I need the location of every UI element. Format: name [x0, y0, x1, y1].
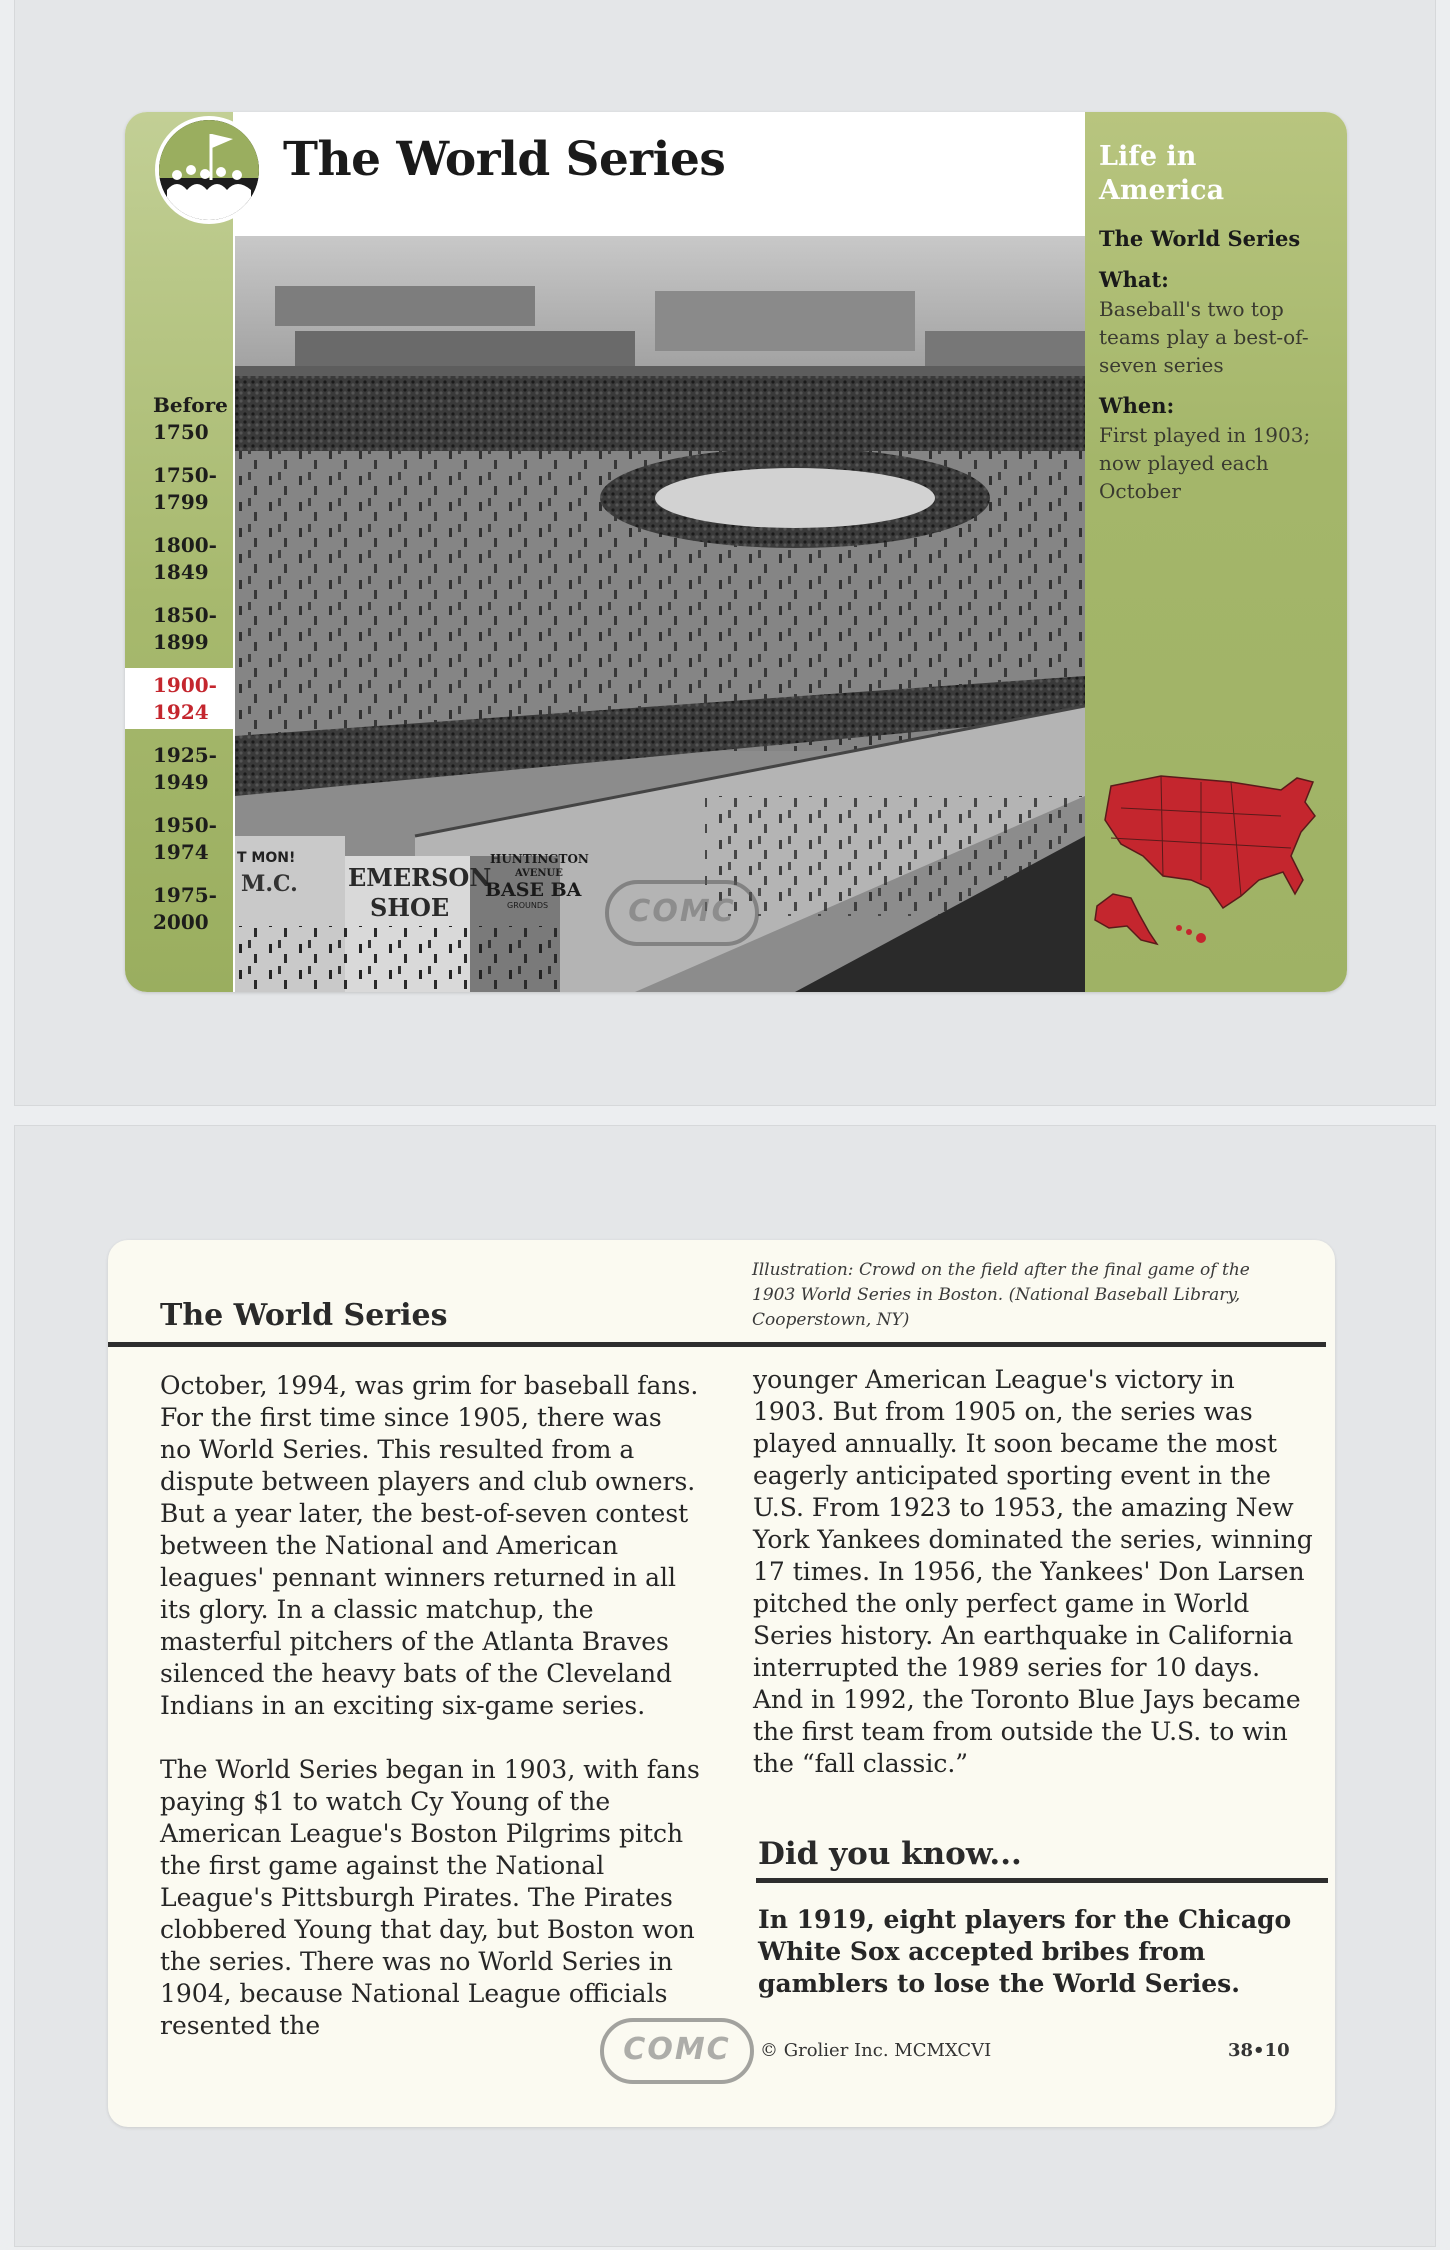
card-back — [108, 1240, 1335, 2127]
what-text: Baseball's two top teams play a best-of-seven series — [1099, 297, 1309, 377]
photo-sign-2: M.C. — [241, 871, 298, 897]
era-list — [125, 388, 233, 948]
front-title: The World Series — [283, 132, 726, 187]
what-label: What: — [1099, 267, 1169, 292]
era-item-line1: 1925- — [153, 743, 217, 767]
era-item-line2: 1974 — [153, 840, 209, 864]
era-item-4 — [125, 668, 233, 729]
era-item-line2: 1799 — [153, 490, 209, 514]
sidebar-header-line2: America — [1099, 175, 1225, 206]
era-item-line1: 1900- — [153, 673, 217, 697]
photo-sign-7: BASE BA — [485, 879, 582, 901]
photo-sign-8: GROUNDS — [507, 901, 549, 910]
era-item-line2: 1849 — [153, 560, 209, 584]
era-item-5 — [125, 738, 233, 799]
us-map-icon — [1091, 768, 1331, 954]
when-text: First played in 1903; now played each October — [1099, 423, 1311, 503]
era-item-line2: 2000 — [153, 910, 209, 934]
era-item-6 — [125, 808, 233, 869]
crowd-on-field-illustration — [235, 236, 1085, 992]
when-label: When: — [1099, 393, 1175, 418]
sidebar-header-line1: Life in — [1099, 141, 1197, 172]
photo-caption: Illustration: Crowd on the field after the final game of the 1903 World Series in Boston. (National Baseball Library, Cooperstown, NY) — [752, 1260, 1250, 1330]
era-item-line1: 1800- — [153, 533, 217, 557]
era-item-line2: 1899 — [153, 630, 209, 654]
sidebar-header — [1099, 140, 1331, 208]
photo-sign-5: HUNTINGTON — [490, 852, 589, 866]
photo-sign-6: AVENUE — [515, 868, 563, 879]
era-item-2 — [125, 528, 233, 589]
era-item-line2: 1750 — [153, 420, 209, 444]
did-you-know-text: In 1919, eight players for the Chicago White Sox accepted bribes from gamblers to lose the World Series. — [758, 1905, 1292, 1998]
era-item-line1: 1950- — [153, 813, 217, 837]
era-item-line1: 1975- — [153, 883, 217, 907]
era-item-1 — [125, 458, 233, 519]
comc-watermark-back: COMC — [600, 2018, 754, 2084]
info-sidebar — [1085, 112, 1347, 992]
did-you-know-divider — [756, 1878, 1328, 1883]
article-paragraph-1: October, 1994, was grim for baseball fans. For the first time since 1905, there was no World Series. This resulted from a dispute between players and club owners. But a year later, the best-of-seven contest between the National and American leagues' pennant winners returned in all its glory. In a classic matchup, the masterful pitchers of the Atlanta Braves silenced the heavy bats of the Cleveland Indians in an exciting six-game series. — [160, 1371, 699, 1720]
card-front — [125, 112, 1347, 992]
era-item-line2: 1949 — [153, 770, 209, 794]
ballpark-photo — [235, 236, 1085, 992]
era-item-7 — [125, 878, 233, 939]
era-timeline — [125, 112, 233, 992]
era-logo-crowd-pennant-icon — [155, 116, 263, 224]
era-item-0 — [125, 388, 233, 449]
back-title: The World Series — [160, 1298, 448, 1333]
comc-watermark-front: COMC — [605, 880, 759, 946]
did-you-know-title: Did you know... — [758, 1836, 1022, 1872]
article-left-column — [160, 1370, 700, 2074]
photo-sign-1: T MON! — [237, 850, 296, 866]
article-paragraph-2: The World Series began in 1903, with fans paying $1 to watch Cy Young of the American League's Boston Pilgrims pitch the first game against the National League's Pittsburgh Pirates. The Pirates clobbered Young that day, but Boston won the series. There was no World Series in 1904, because National League officials resented the — [160, 1755, 700, 2040]
copyright: © Grolier Inc. MCMXCVI — [760, 2040, 992, 2061]
era-item-line2: 1924 — [153, 700, 209, 724]
article-paragraph-3: younger American League's victory in 1903. But from 1905 on, the series was played annually. It soon became the most eagerly anticipated sporting event in the U.S. From 1923 to 1953, the amazing New York Yankees dominated the series, winning 17 times. In 1956, the Yankees' Don Larsen pitched the only perfect game in World Series history. An earthquake in California interrupted the 1989 series for 10 days. And in 1992, the Toronto Blue Jays became the first team from outside the U.S. to win the “fall classic.” — [753, 1365, 1313, 1778]
era-item-line1: Before — [153, 393, 228, 417]
photo-sign-4: SHOE — [370, 893, 450, 922]
title-divider — [108, 1342, 1326, 1347]
article-right-column — [753, 1364, 1313, 1780]
photo-sign-3: EMERSON — [348, 863, 492, 892]
card-number: 38•10 — [1228, 2040, 1290, 2061]
sidebar-subtitle: The World Series — [1099, 226, 1301, 251]
era-item-line1: 1850- — [153, 603, 217, 627]
era-item-line1: 1750- — [153, 463, 217, 487]
era-item-3 — [125, 598, 233, 659]
